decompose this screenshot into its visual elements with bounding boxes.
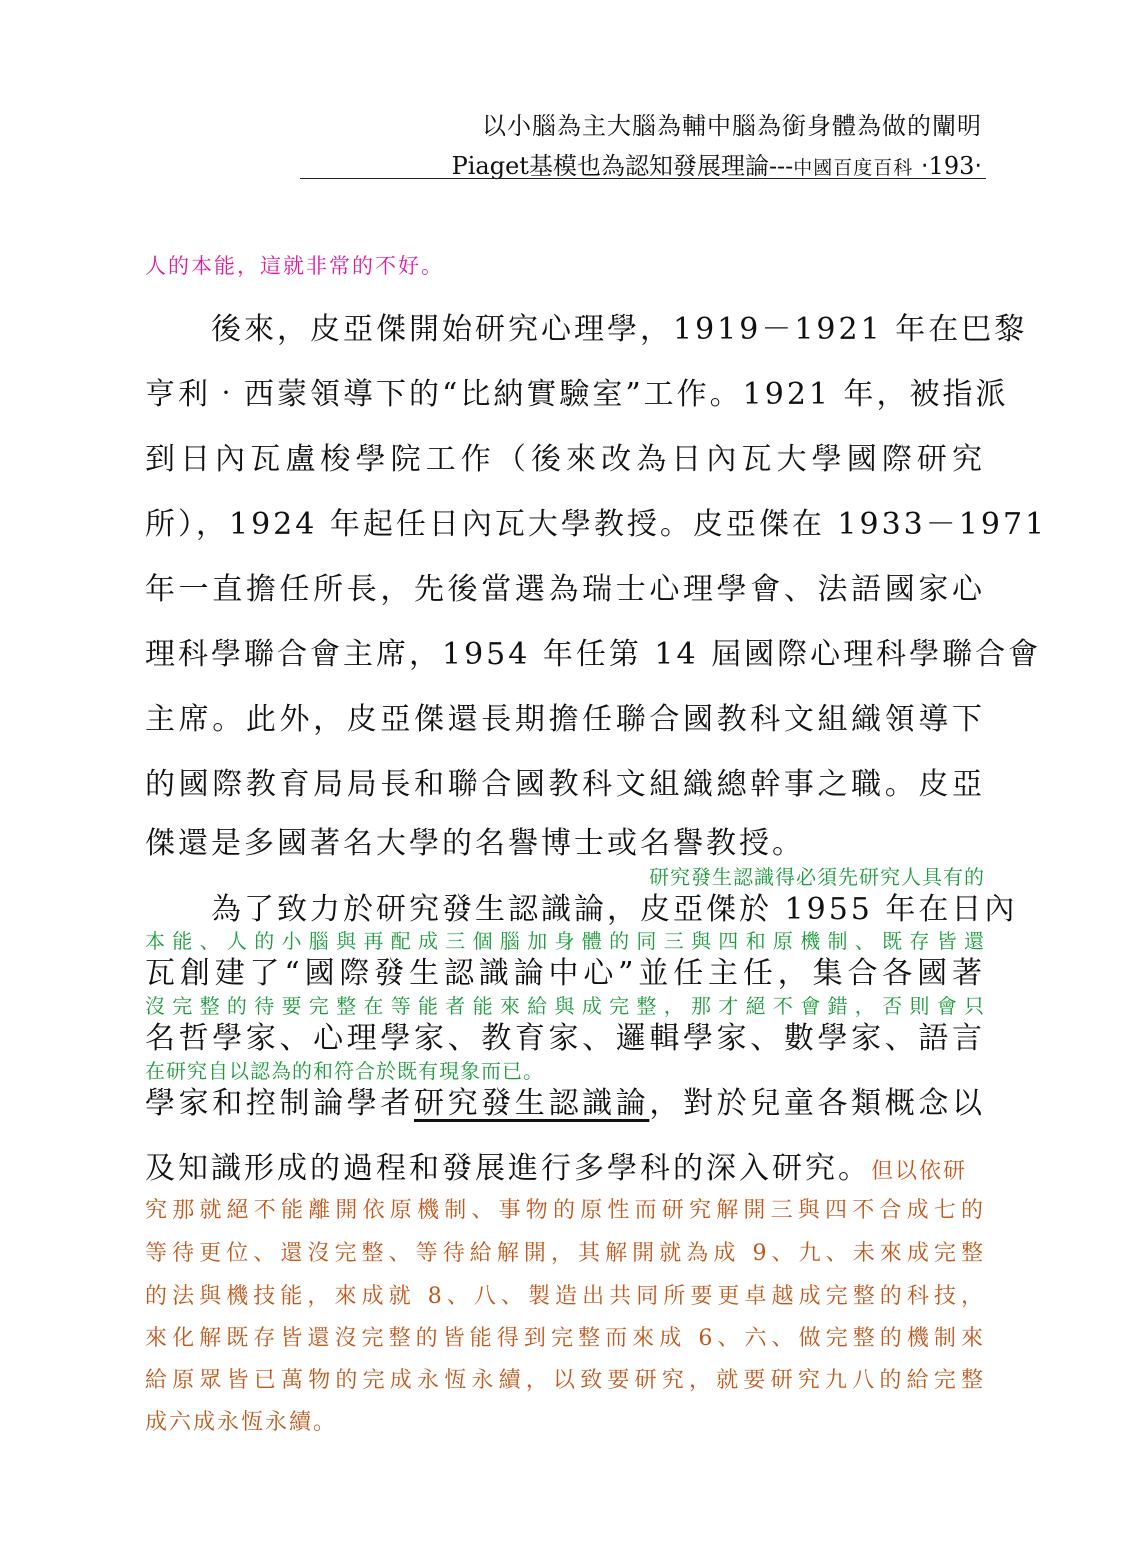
para1-line: 傑還是多國著名大學的名譽博士或名譽教授。 — [145, 826, 805, 861]
para2-line: 為了致力於研究發生認識論，皮亞傑於 1955 年在日內 — [145, 892, 1018, 927]
underlined-phrase: 研究發生認識論 — [414, 1086, 650, 1121]
para2-line — [145, 1078, 985, 1122]
para1-line: 主席。此外，皮亞傑還長期擔任聯合國教科文組織領導下 — [145, 702, 985, 737]
para2-line: 瓦創建了“國際發生認識論中心”並任主任，集合各國著 — [145, 956, 985, 991]
header-rule — [300, 178, 986, 179]
para1-line: 理科學聯合會主席，1954 年任第 14 屆國際心理科學聯合會 — [145, 637, 1042, 672]
orange-note-line: 究那就絕不能離開依原機制、事物的原性而研究解開三與四不合成七的 — [145, 1198, 985, 1223]
green-note-line: 沒完整的待要完整在等能者能來給與成完整，那才絕不會錯，否則會只 — [145, 994, 985, 1018]
intro-note: 人的本能，這就非常的不好。 — [145, 254, 444, 278]
para2-line4-pre: 學家和控制論學者 — [145, 1086, 414, 1121]
running-header-subtitle — [300, 146, 982, 181]
orange-note-line: 的法與機技能，來成就 8、八、製造出共同所要更卓越成完整的科技， — [145, 1284, 985, 1309]
para1-line: 的國際教育局局長和聯合國教科文組織總幹事之職。皮亞 — [145, 767, 985, 802]
para1-line: 所），1924 年起任日內瓦大學教授。皮亞傑在 1933－1971 — [145, 507, 1048, 542]
orange-note-start: 但以依研 — [871, 1159, 968, 1184]
orange-note-line: 來化解既存皆還沒完整的皆能得到完整而來成 6、六、做完整的機制來 — [145, 1326, 985, 1351]
orange-note-line: 等待更位、還沒完整、等待給解開，其解開就為成 9、九、未來成完整 — [145, 1241, 985, 1266]
para2-line4-post: ，對於兒童各類概念以 — [649, 1086, 985, 1121]
header-subtitle-main: Piaget基模也為認知發展理論--- — [451, 152, 794, 180]
para2-line: 名哲學家、心理學家、教育家、邏輯學家、數學家、語言 — [145, 1021, 985, 1056]
para2-line5-main: 及知識形成的過程和發展進行多學科的深入研究。 — [145, 1151, 871, 1186]
header-source: 中國百度百科 — [793, 157, 914, 179]
para1-line: 亨利‧西蒙領導下的“比納實驗室”工作。1921 年，被指派 — [145, 377, 1009, 412]
page-number: ‧193‧ — [913, 152, 982, 180]
orange-note-line: 給原眾皆已萬物的完成永恆永續，以致要研究，就要研究九八的給完整 — [145, 1368, 985, 1393]
para1-line: 年一直擔任所長，先後當選為瑞士心理學會、法語國家心 — [145, 572, 985, 607]
green-note-line: 研究發生認識得必須先研究人具有的 — [649, 865, 985, 889]
orange-note-line: 成六成永恆永續。 — [145, 1410, 338, 1435]
running-header-title: 以小腦為主大腦為輔中腦為銜身體為做的闡明 — [482, 112, 982, 140]
green-note-line: 本能、人的小腦與再配成三個腦加身體的同三與四和原機制、既存皆還 — [145, 929, 985, 953]
para1-line: 後來，皮亞傑開始研究心理學，1919－1921 年在巴黎 — [145, 312, 1028, 347]
green-note-line: 在研究自以認為的和符合於既有現象而已。 — [145, 1059, 544, 1083]
para1-line: 到日內瓦盧梭學院工作（後來改為日內瓦大學國際研究 — [145, 442, 985, 477]
para2-line — [145, 1143, 985, 1187]
